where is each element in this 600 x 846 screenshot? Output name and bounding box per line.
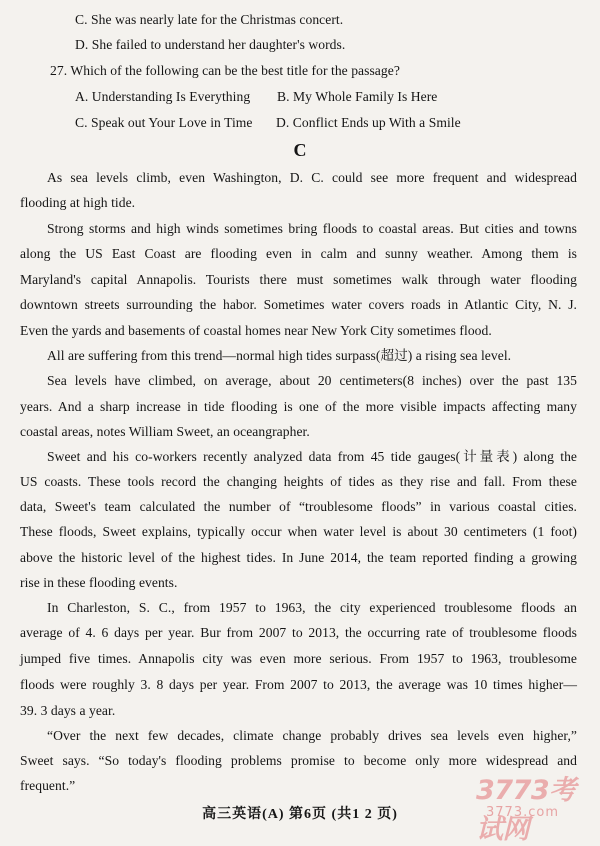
passage-line: Strong storms and high winds sometimes bring floods to coastal areas. But cities and towns xyxy=(47,221,577,236)
option-c-q26: C. She was nearly late for the Christmas concert. xyxy=(75,12,344,27)
passage-line: jumped five times. Annapolis city was even more serious. From 1957 to 1963, troublesome xyxy=(20,651,577,666)
passage-line: rise in these flooding events. xyxy=(20,575,178,590)
passage-line: 39. 3 days a year. xyxy=(20,703,116,718)
passage-line: above the historic level of the highest tides. In June 2014, the team reported finding a growing xyxy=(20,550,577,565)
passage-line: Maryland's capital Annapolis. Tourists there must sometimes walk through water flooding xyxy=(20,272,577,287)
passage-line: “Over the next few decades, climate change probably drives sea levels even higher,” xyxy=(47,728,577,743)
passage-line: along the US East Coast are flooding even in calm and sunny weather. Among them is xyxy=(20,246,577,261)
passage-line: floods were roughly 3. 8 days per year. From 2007 to 2013, the average was 10 times higher— xyxy=(20,677,577,692)
passage-line: As sea levels climb, even Washington, D. C. could see more frequent and widespread xyxy=(47,170,577,185)
option-a-q27: A. Understanding Is Everything xyxy=(75,89,251,104)
passage-line: downtown streets surrounding the habor. Sometimes water covers roads in Atlantic City, N. J. xyxy=(20,297,577,312)
option-b-q27: B. My Whole Family Is Here xyxy=(277,89,438,104)
question-27-stem: 27. Which of the following can be the best title for the passage? xyxy=(50,63,400,78)
passage-line: Sweet says. “So today's flooding problems promise to become only more widespread and xyxy=(20,753,577,768)
passage-line: Sea levels have climbed, on average, about 20 centimeters(8 inches) over the past 135 xyxy=(47,373,577,388)
passage-line: coastal areas, notes William Sweet, an oceangrapher. xyxy=(20,424,310,439)
option-d-q26: D. She failed to understand her daughter's words. xyxy=(75,37,346,52)
watermark-logo: 3773考试网 xyxy=(476,775,576,845)
page-footer: 高三英语(A) 第6页 (共1 2 页) xyxy=(202,807,398,822)
passage-line: data, Sweet's team calculated the number of “troublesome floods” in various coastal cities. xyxy=(20,499,577,514)
passage-line: years. And a sharp increase in tide flooding is one of the more visible impacts affecting many xyxy=(20,399,577,414)
passage-line: US coasts. These tools record the changing heights of tides as they rise and fall. From these xyxy=(20,474,577,489)
passage-line: Even the yards and basements of coastal homes near New York City sometimes flood. xyxy=(20,323,492,338)
passage-line: All are suffering from this trend—normal high tides surpass(超过) a rising sea level. xyxy=(47,348,512,363)
option-c-q27: C. Speak out Your Love in Time xyxy=(75,115,253,130)
section-heading: C xyxy=(293,140,307,160)
option-d-q27: D. Conflict Ends up With a Smile xyxy=(276,115,461,130)
passage-line: average of 4. 6 days per year. Bur from 2007 to 2013, the occurring rate of troublesome floods xyxy=(20,625,577,640)
passage-line: frequent.” xyxy=(20,778,76,793)
passage-line: flooding at high tide. xyxy=(20,195,136,210)
passage-line: These floods, Sweet explains, typically occur when water level is about 30 centimeters (1 foot) xyxy=(20,524,577,539)
passage-line: In Charleston, S. C., from 1957 to 1963, the city experienced troublesome floods an xyxy=(47,600,577,615)
watermark-url: 3773.com xyxy=(486,805,559,820)
passage-line: Sweet and his co-workers recently analyzed data from 45 tide gauges(计量表) along the xyxy=(47,449,577,464)
